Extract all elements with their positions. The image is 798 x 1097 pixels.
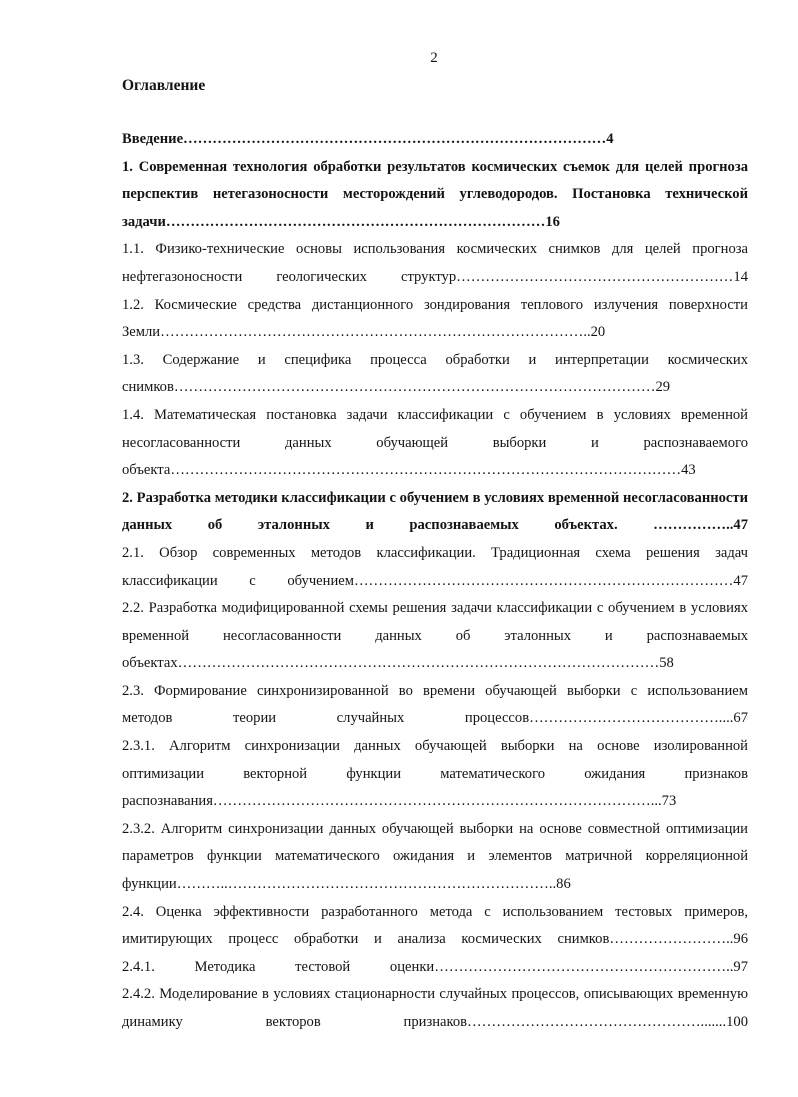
toc-entry-1-3[interactable]: 1.3. Содержание и специфика процесса обработки и интерпретации космических снимков………………………………………………………………………………………29 [122, 351, 748, 396]
toc-entry-2-1[interactable]: 2.1. Обзор современных методов классификации. Традиционная схема решения задач классификации с обучением……………………………………………………………………47 [122, 544, 748, 589]
toc-entry-1-1[interactable]: 1.1. Физико-технические основы использования космических снимков для целей прогноза нефтегазоносности геологических структур…………………………………………………14 [122, 241, 748, 285]
toc-entry-2-4-1[interactable]: 2.4.1. Методика тестовой оценки……………………………………………………..97 [122, 958, 748, 975]
toc-entry-2-3[interactable]: 2.3. Формирование синхронизированной во времени обучающей выборки с использованием методов теории случайных процессов…………………………………....67 [122, 682, 748, 727]
toc-entry-chapter-1[interactable]: 1. Современная технология обработки результатов космических съемок для целей прогноза перспектив нетегазоносности месторождений углеводородов. Постановка технической задачи……………………………………………………………………16 [122, 158, 748, 230]
toc-entry-2-3-2[interactable]: 2.3.2. Алгоритм синхронизации данных обучающей выборки на основе совместной оптимизации параметров функции математического ожидания и элементов матричной корреляционной функции………..…………………………………………………………..86 [122, 820, 748, 893]
toc-entry-chapter-2[interactable]: 2. Разработка методики классификации с обучением в условиях временной несогласованности данных об эталонных и распознаваемых объектах. ……………..47 [122, 489, 748, 534]
toc-entry-2-2[interactable]: 2.2. Разработка модифицированной схемы решения задачи классификации с обучением в условиях временной несогласованности данных об эталонных и распознаваемых объектах………………………………………………………………………………………58 [122, 600, 748, 672]
toc-entry-2-4[interactable]: 2.4. Оценка эффективности разработанного метода с использованием тестовых примеров, имитирующих процесс обработки и анализа космических снимков……………………..96 [122, 903, 748, 948]
toc-entry-1-4[interactable]: 1.4. Математическая постановка задачи классификации с обучением в условиях временной несогласованности данных обучающей выборки и распознаваемого объекта……………………………………………………………………………………………43 [122, 406, 748, 479]
toc-heading: Оглавление [122, 77, 206, 94]
toc-entry-intro[interactable]: Введение……………………………………………………………………………4 [122, 131, 614, 147]
toc-entry-2-4-2[interactable]: 2.4.2. Моделирование в условиях стационарности случайных процессов, описывающих временную динамику векторов признаков………………………………………….......100 [122, 986, 748, 1030]
toc-entry-1-2[interactable]: 1.2. Космические средства дистанционного зондирования теплового излучения поверхности Земли……………………………………………………………………………..20 [122, 296, 748, 341]
toc-entry-2-3-1[interactable]: 2.3.1. Алгоритм синхронизации данных обучающей выборки на основе изолированной оптимизации векторной функции математического ожидания признаков распознавания………………………………………………………………………………...73 [122, 738, 748, 810]
table-of-contents [122, 126, 748, 1037]
page-number: 2 [430, 50, 438, 66]
